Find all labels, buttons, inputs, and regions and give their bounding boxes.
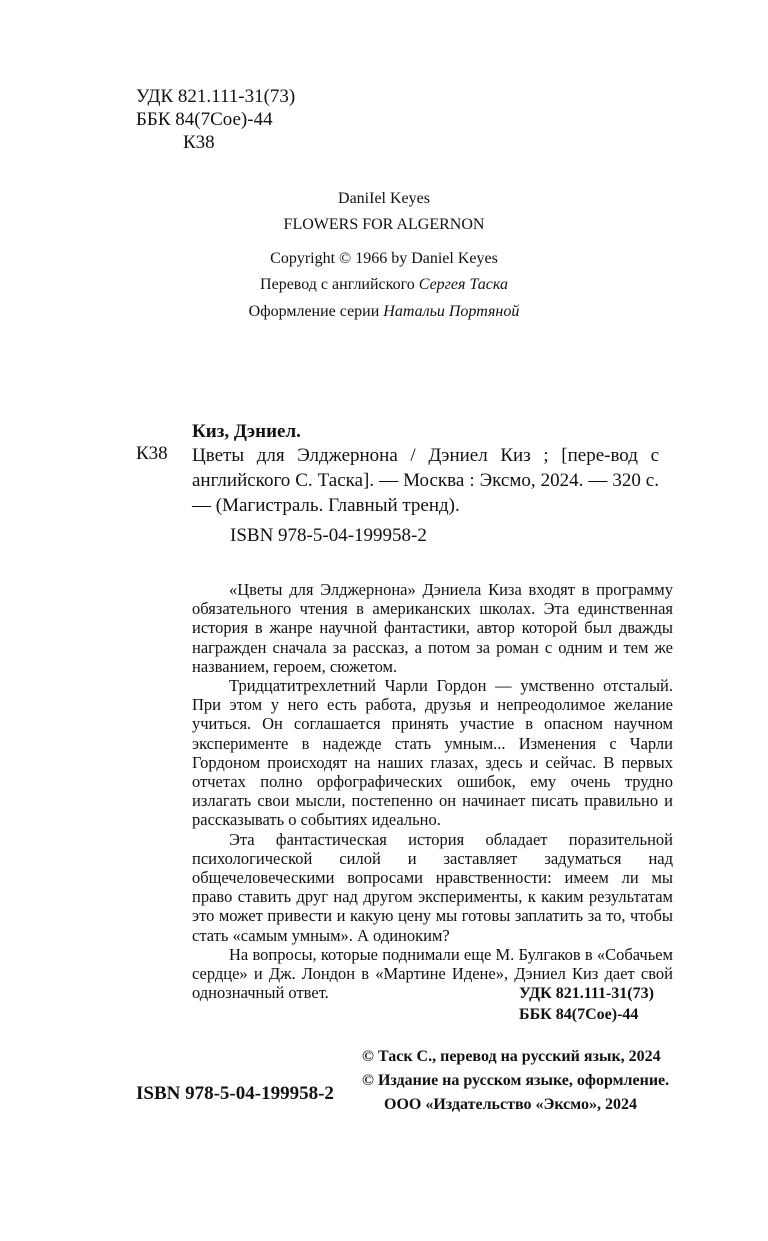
annotation-paragraph: На вопросы, которые поднимали еще М. Булгаков в «Собачьем сердце» и Дж. Лондон в «Мартине Идене», Дэниел Киз дает свой однозначный ответ. [192,944,673,1003]
bbk-code: ББК 84(7Сое)-44 [136,109,273,130]
annotation-paragraph: «Цветы для Элджернона» Дэниела Киза входят в программу обязательного чтения в американских школах. Эта единственная история в жанре научной фантастики, автор которой был дважды награжден сначала за рассказ, а потом за роман с одним и тем же названием, героем, сюжетом. [192,580,673,676]
original-title: FLOWERS FOR ALGERNON [283,216,485,233]
designer-name: Натальи Портяной [383,303,520,320]
design-credit [0,303,768,321]
isbn-line: ISBN 978-5-04-199958-2 [230,525,427,546]
design-prefix: Оформление серии [248,303,380,320]
copyright-edition: © Издание на русском языке, оформление. [362,1072,670,1089]
description-text: Цветы для Элджернона / Дэниел Киз ; [пере-вод с английского С. Таска]. — Москва : Эксмо, 2024. — 320 с. — (Магистраль. Главный тренд). [192,445,659,516]
copyright-publisher: ООО «Издательство «Эксмо», 2024 [384,1096,637,1113]
original-author: DaniIel Keyes [338,190,430,207]
annotation-paragraph: Эта фантастическая история обладает поразительной психологической силой и заставляет задуматься над общечеловеческими вопросами нравственности: имеем ли мы право ставить друг над другом эксперименты, к каким результатам это может привести и какую цену мы готовы заплатить за то, чтобы стать «самым умным». А одиноким? [192,829,673,945]
annotation-paragraph: Тридцатитрехлетний Чарли Гордон — умственно отсталый. При этом у него есть работа, друзья и непреодолимое желание учиться. Он соглашается принять участие в опасном научном эксперименте в надежде стать умным... Изменения с Чарли Гордоном происходят на наших глазах, здесь и сейчас. В первых отчетах полно орфографических ошибок, ему очень трудно излагать свои мысли, постепенно он начинает писать правильно и рассказывать о событиях идеально. [192,676,673,830]
translation-credit [0,276,768,294]
translation-prefix: Перевод с английского [260,276,415,293]
author-sign: К38 [183,132,215,153]
classification-block [136,85,295,154]
copyright-block [362,1045,669,1117]
author-heading: Киз, Дэниел. [192,421,301,442]
udk-code: УДК 821.111-31(73) [136,86,296,107]
footer-udk: УДК 821.111-31(73) [519,985,654,1002]
footer-bbk: ББК 84(7Сое)-44 [519,1006,639,1023]
original-copyright: Copyright © 1966 by Daniel Keyes [270,250,498,267]
translator-name: Сергея Таска [418,276,508,293]
copyright-translation: © Таск С., перевод на русский язык, 2024 [362,1048,661,1065]
footer-codes [519,983,654,1025]
bibliographic-sign: К38 [136,443,168,464]
footer-isbn: ISBN 978-5-04-199958-2 [136,1083,334,1104]
annotation [192,580,673,1002]
bibliographic-description [192,443,659,518]
